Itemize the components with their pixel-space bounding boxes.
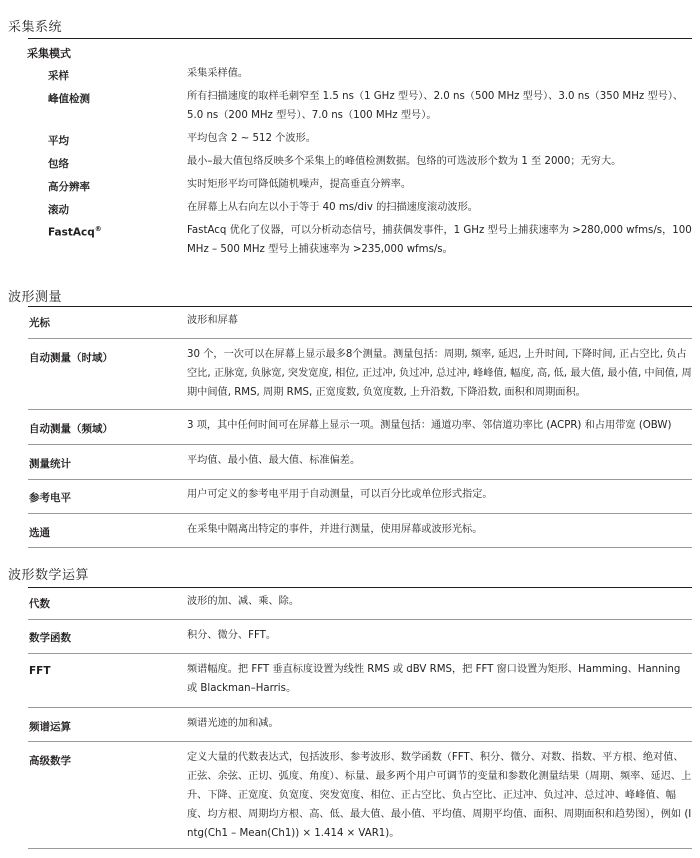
section-title-acquisition: 采集系统 [8,20,63,35]
spec-value: FastAcq 优化了仪器，可以分析动态信号，捕获偶发事件，1 GHz 型号上捕获速率为 >280,000 wfms/s，100 MHz – 500 MHz 型号上捕获速率为 >235,000 wfms/s。 [187,225,692,255]
spec-label: 频谱运算 [29,721,71,733]
spec-value: 积分、微分、FFT。 [187,630,277,641]
spec-value: 实时矩形平均可降低随机噪声，提高垂直分辨率。 [187,179,412,190]
spec-value: 用户可定义的参考电平用于自动测量，可以百分比或单位形式指定。 [187,489,493,500]
section-divider [28,38,692,39]
spec-label: 峰值检测 [48,93,90,105]
spec-label: 滚动 [48,204,69,216]
row-divider [28,547,692,548]
spec-value: 30 个，一次可以在屏幕上显示最多8个测量。测量包括：周期, 频率, 延迟, 上升时间, 下降时间, 正占空比, 负占空比, 正脉宽, 负脉宽, 突发宽度, 相位, 正过冲, 负过冲, 总过冲, 峰峰值, 幅度, 高, 低, 最大值, 最小值, 中间值, 周期中间值, RMS, 周期 RMS, 正宽度数, 负宽度数, 上升沿数, 下降沿数, 面积和周期面积。 [187,349,692,398]
section-title-waveform-measurements: 波形测量 [8,290,63,305]
row-divider [28,741,692,742]
row-divider [28,619,692,620]
spec-label: 高级数学 [29,755,71,767]
spec-value: 定义大量的代数表达式，包括波形、参考波形、数学函数（FFT、积分、微分、对数、指数、平方根、绝对值、正弦、余弦、正切、弧度、角度）、标量、最多两个用户可调节的变量和参数化测量结果（周期、频率、延迟、上升、下降、正宽度、负宽度、突发宽度、相位、正占空比、负占空比、正过冲、负过冲、总过冲、峰峰值、幅度、均方根、周期均方根、高、低、最大值、最小值、平均值、周期平均值、面积、周期面积和趋势图），例如 (Intg(Ch1 – Mean(Ch1)) × 1.414 × VAR1)。 [187,752,692,839]
row-divider [28,653,692,654]
spec-value: 波形的加、减、乘、除。 [187,596,300,607]
spec-value: 所有扫描速度的取样毛刺窄至 1.5 ns（1 GHz 型号）、2.0 ns（500 MHz 型号）、3.0 ns（350 MHz 型号）、5.0 ns（200 MHz 型号）、7.0 ns（100 MHz 型号）。 [187,91,684,121]
registered-mark: ® [94,225,102,233]
subsection-title-acquisition-modes: 采集模式 [27,47,71,60]
spec-label: 光标 [29,317,50,329]
spec-label: 数学函数 [29,632,71,644]
spec-label-text: FastAcq [48,226,95,239]
row-divider [28,409,692,410]
spec-value: 3 项，其中任何时间可在屏幕上显示一项。测量包括：通道功率、邻信道功率比 (ACPR) 和占用带宽 (OBW) [187,420,672,431]
spec-label: 自动测量（时域） [29,352,113,364]
spec-value: 频谱幅度。把 FFT 垂直标度设置为线性 RMS 或 dBV RMS，把 FFT 窗口设置为矩形、Hamming、Hanning 或 Blackman–Harris。 [187,664,681,694]
row-divider [28,848,692,849]
row-divider [28,707,692,708]
spec-value: 频谱光迹的加和减。 [187,718,279,729]
row-divider [28,338,692,339]
spec-value: 最小–最大值包络反映多个采集上的峰值检测数据。包络的可选波形个数为 1 至 2000；无穷大。 [187,156,622,167]
spec-label: 采样 [48,70,69,82]
spec-label: 包络 [48,158,69,170]
row-divider [28,479,692,480]
spec-label: FFT [29,665,51,677]
spec-label: 高分辨率 [48,181,90,193]
spec-label: 选通 [29,527,50,539]
spec-label: 代数 [29,598,50,610]
spec-value: 平均包含 2 ~ 512 个波形。 [187,133,316,144]
section-divider [28,306,692,307]
spec-label: 自动测量（频域） [29,423,113,435]
row-divider [28,513,692,514]
spec-label: 平均 [48,135,69,147]
spec-value: 波形和屏幕 [187,315,238,326]
spec-label: 参考电平 [29,492,71,504]
spec-value: 采集采样值。 [187,68,249,79]
spec-value: 在采集中隔离出特定的事件，并进行测量，使用屏幕或波形光标。 [187,524,483,535]
spec-value: 平均值、最小值、最大值、标准偏差。 [187,455,361,466]
spec-value: 在屏幕上从右向左以小于等于 40 ms/div 的扫描速度滚动波形。 [187,202,478,213]
section-title-waveform-math: 波形数学运算 [8,568,90,583]
spec-label: 测量统计 [29,458,71,470]
spec-label [48,225,102,239]
row-divider [28,444,692,445]
section-divider [28,587,692,588]
